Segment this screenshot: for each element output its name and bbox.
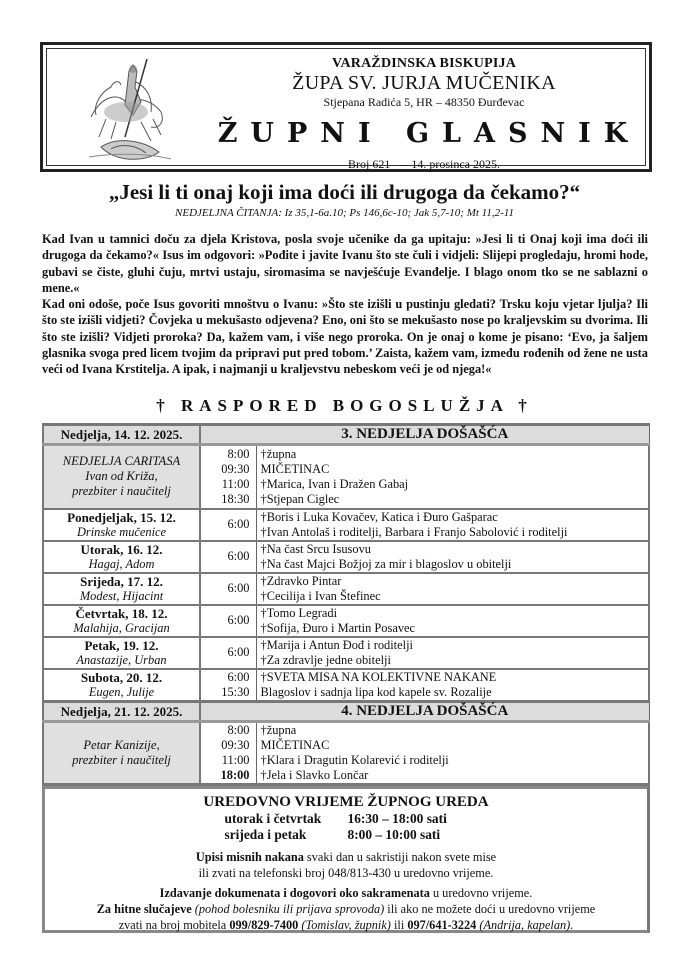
mass-time: 6:00 [227, 669, 250, 684]
info-bold: Izdavanje dokumenata i dogovori oko sakramenata [159, 886, 430, 900]
mass-intentions [256, 637, 649, 669]
weekday-date: Utorak, 16. 12. [80, 541, 163, 557]
table-row [43, 669, 649, 702]
intention: †Cecilija i Ivan Štefinec [260, 588, 381, 603]
office-hours-title: UREDOVNO VRIJEME ŽUPNOG UREDA [203, 794, 489, 810]
mass-time: 6:00 [200, 509, 256, 541]
intention: †Klara i Dragutin Kolarević i roditelji [260, 752, 449, 767]
intention: †Na čast Majci Božjoj za mir i blagoslov u obitelji [260, 556, 512, 571]
liturgical-week: 3. NEDJELJA DOŠAŠĆA [200, 425, 649, 445]
intention: †Za zdravlje jedne obitelji [260, 652, 391, 667]
intention: †Marica, Ivan i Dražen Gabaj [260, 476, 409, 491]
table-row [43, 541, 649, 573]
emergency-info [45, 901, 647, 933]
intention: †Zdravko Pintar [260, 573, 342, 588]
note-line: prezbiter i naučitelj [72, 484, 171, 499]
saint-of-day: Modest, Hijacint [79, 588, 164, 603]
table-row [43, 445, 649, 509]
liturgical-week: 4. NEDJELJA DOŠAŠĆA [200, 701, 649, 721]
pastor-name: (Tomislav, župnik) [298, 918, 391, 932]
mass-time: 8:00 [227, 722, 250, 737]
info-text: ili zvati na telefonski broj 048/813-430 u uredovno vrijeme. [198, 866, 494, 880]
gospel-paragraph: Kad Ivan u tamnici doču za djela Kristova, posla svoje učenike da ga upitaju: »Jesi li ti Onaj koji ima doći ili drugoga da čekamo?« Isus im odgovori: »Pođite i javite Ivanu što ste čuli i vidjeli: Slijepi progledaju, hromi hode, gubavi se čiste, gluhi čuju, mrtvi ustaju, siromasima se navješćuje Evanđelje. I blago onom tko se ne sablazni o mene.« [42, 232, 648, 295]
mass-intentions [256, 541, 649, 573]
table-row [43, 637, 649, 669]
weekday-cell [43, 573, 200, 605]
table-row [43, 573, 649, 605]
mass-intentions [256, 445, 649, 509]
mass-time: 6:00 [200, 573, 256, 605]
note-line: Petar Kanizije, [83, 737, 160, 752]
mass-time: 8:00 [227, 446, 250, 461]
info-text: u uredovno vrijeme. [429, 886, 533, 900]
mass-time: 6:00 [200, 605, 256, 637]
weekday-cell [43, 509, 200, 541]
intention: †Stjepan Ciglec [260, 491, 340, 506]
mass-intentions [256, 509, 649, 541]
phone-pastor: 099/829-7400 [229, 918, 299, 932]
saint-of-day: Hagaj, Adom [88, 556, 155, 571]
masthead [40, 42, 652, 172]
intention: †SVETA MISA NA KOLEKTIVNE NAKANE [260, 669, 497, 684]
mass-time: 15:30 [221, 684, 250, 699]
sunday-notes [43, 721, 200, 784]
info-bold: Upisi misnih nakana [195, 850, 304, 864]
mass-time: 18:00 [220, 767, 250, 782]
weekday-cell [43, 669, 200, 702]
note-line: prezbiter i naučitelj [72, 752, 171, 767]
masthead-inner-frame [46, 48, 646, 171]
intention: Blagoslov i sadnja lipa kod kapele sv. Rozalije [260, 684, 492, 699]
parish-address: Stjepana Radića 5, HR – 48350 Đurđevac [323, 95, 525, 109]
info-text: ili ako ne možete doći u uredovno vrijeme [384, 902, 596, 916]
intention: †Na čast Srcu Isusovu [260, 541, 371, 556]
mass-time: 6:00 [200, 541, 256, 573]
intention: †župna [260, 722, 297, 737]
office-hours-row [45, 827, 647, 843]
office-time: 16:30 – 18:00 sati [347, 811, 447, 826]
sunday-date: Nedjelja, 14. 12. 2025. [43, 425, 200, 445]
intention: †Ivan Antolaš i roditelji, Barbara i Franjo Sabolović i roditelji [260, 524, 568, 539]
chaplain-name: (Andrija, kapelan). [476, 918, 574, 932]
note-line: NEDJELJA CARITASA [62, 454, 181, 469]
st-george-logo-icon [81, 57, 177, 167]
table-row [43, 605, 649, 637]
gospel-paragraph: Kad oni odoše, poče Isus govoriti mnoštvu o Ivanu: »Što ste izišli u pustinju gledati? Trsku koju vjetar ljulja? Ili što ste izišli vidjeti? Čovjeka u mekušasto odjevena? Eno, oni što se mekušasto nose po kraljevskim su dvorima. Ili što ste izišli? Vidjeti proroka? Da, kažem vam, i više nego proroka. On je onaj o kome je pisano: ‘Evo, ja šaljem glasnika svoga pred licem tvojim da pripravi put pred tobom.’ Zaista, kažem vam, između rođenih od žene ne usta veći od Ivana Krstitelja. A ipak, i najmanji u kraljevstvu nebeskom veći je od njega!« [42, 297, 648, 377]
office-days: utorak i četvrtak [224, 811, 322, 826]
info-italic: (pohod bolesniku ili prijava sprovoda) [191, 902, 385, 916]
sunday-date: Nedjelja, 21. 12. 2025. [43, 701, 200, 721]
intention: †Tomo Legradi [260, 605, 338, 620]
mass-time: 6:00 [200, 637, 256, 669]
mass-intentions [256, 721, 649, 784]
mass-intentions [256, 669, 649, 702]
sunday-readings: NEDJELJNA ČITANJA: Iz 35,1-6a.10; Ps 146,6c-10; Jak 5,7-10; Mt 11,2-11 [175, 207, 514, 219]
mass-intentions-info [45, 849, 647, 881]
weekday-date: Subota, 20. 12. [80, 669, 163, 685]
sunday-header-row [43, 425, 649, 445]
sunday-notes [43, 445, 200, 509]
mass-time: 18:30 [221, 491, 250, 506]
info-text: zvati na broj mobitela [118, 918, 230, 932]
mass-times [200, 721, 256, 784]
mass-intentions [256, 605, 649, 637]
weekday-cell [43, 541, 200, 573]
gospel-text [42, 231, 648, 378]
saint-of-day: Eugen, Julije [88, 684, 155, 699]
mass-time: 11:00 [221, 752, 250, 767]
saint-of-day: Malahija, Gracijan [73, 620, 170, 635]
info-text: svaki dan u sakristiji nakon svete mise [303, 850, 497, 864]
schedule-table [42, 423, 650, 786]
intention: MIČETINAC [260, 737, 330, 752]
office-days: srijeda i petak [224, 827, 307, 842]
mass-time: 09:30 [221, 737, 250, 752]
saint-of-day: Anastazije, Urban [76, 652, 167, 667]
parish-name: ŽUPA SV. JURJA MUČENIKA [292, 72, 556, 94]
intention: †Sofija, Đuro i Martin Posavec [260, 620, 416, 635]
saint-of-day: Drinske mučenice [76, 524, 167, 539]
mass-times [200, 669, 256, 702]
office-hours-box [42, 786, 650, 933]
issue-info: Broj 621 – 14. prosinca 2025. [348, 157, 500, 171]
intention: †Marija i Antun Đođ i roditelji [260, 637, 413, 652]
office-hours-row [45, 811, 647, 827]
phone-chaplain: 097/641-3224 [407, 918, 477, 932]
intention: †Jela i Slavko Lončar [260, 767, 369, 782]
weekday-date: Ponedjeljak, 15. 12. [67, 509, 176, 525]
weekday-cell [43, 605, 200, 637]
mass-intentions [256, 573, 649, 605]
schedule-title: † RASPORED BOGOSLUŽJA † [156, 396, 533, 415]
info-bold: Za hitne slučajeve [96, 902, 192, 916]
note-line: Ivan od Križa, [85, 469, 158, 484]
office-time: 8:00 – 10:00 sati [347, 827, 441, 842]
intention: MIČETINAC [260, 461, 330, 476]
documents-info [45, 885, 647, 901]
intention: †Boris i Luka Kovačev, Katica i Đuro Gašparac [260, 509, 498, 524]
intention: †župna [260, 446, 297, 461]
masthead-text [207, 49, 641, 172]
office-hours-list [45, 811, 647, 843]
table-row [43, 509, 649, 541]
sunday-header-row [43, 701, 649, 721]
gospel-title: „Jesi li ti onaj koji ima doći ili drugoga da čekamo?“ [108, 180, 581, 204]
weekday-date: Četvrtak, 18. 12. [75, 605, 168, 621]
info-text: ili [390, 918, 408, 932]
weekday-date: Srijeda, 17. 12. [80, 573, 163, 589]
weekday-date: Petak, 19. 12. [84, 637, 159, 653]
mass-time: 11:00 [221, 476, 250, 491]
mass-time: 09:30 [221, 461, 250, 476]
weekday-cell [43, 637, 200, 669]
newsletter-title: ŽUPNI GLASNIK [217, 118, 641, 149]
diocese-name: VARAŽDINSKA BISKUPIJA [331, 56, 517, 71]
mass-times [200, 445, 256, 509]
table-row [43, 721, 649, 784]
